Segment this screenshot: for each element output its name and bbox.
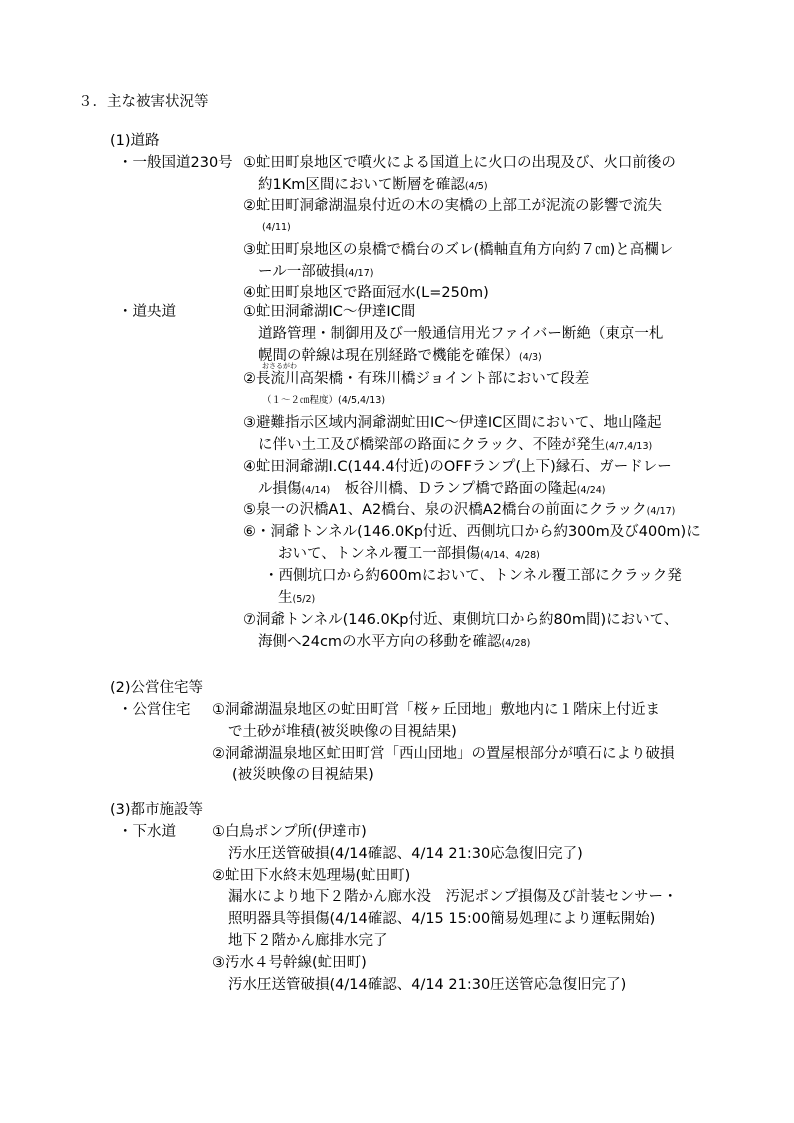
expressway-line: ②長流川高架橋・有珠川橋ジョイント部において段差 — [243, 371, 590, 387]
sewer-label: ・下水道 — [118, 824, 176, 840]
expressway-line: 道路管理・制御用及び一般通信用光ファイバー断絶（東京一札 — [258, 326, 664, 342]
housing-title: (2)公営住宅等 — [110, 680, 204, 696]
urban-title: (3)都市施設等 — [110, 802, 204, 818]
expressway-line: ④虻田洞爺湖I.C(144.4付近)のOFFランプ(上下)縁石、ガードレー — [243, 459, 672, 475]
sewer-line: 汚水圧送管破損(4/14確認、4/14 21:30圧送管応急復旧完了) — [228, 977, 627, 993]
roads-title: (1)道路 — [110, 133, 160, 149]
housing-line: ①洞爺湖温泉地区の虻田町営「桜ヶ丘団地」敷地内に１階床上付近ま — [212, 702, 660, 718]
expressway-line: ・西側坑口から約600mにおいて、トンネル覆工部にクラック発 — [264, 568, 682, 584]
expressway-line: ③避難指示区域内洞爺湖虻田IC～伊達IC区間において、地山隆起 — [243, 415, 662, 431]
expressway-line: ⑤泉一の沢橋A1、A2橋台、泉の沢橋A2橋台の前面にクラック(4/17) — [243, 502, 676, 518]
section-heading: ３．主な被害状況等 — [78, 94, 209, 110]
route230-line: ②虻田町洞爺湖温泉付近の木の実橋の上部工が泥流の影響で流失 — [243, 198, 662, 214]
route230-date: (4/11) — [262, 222, 291, 233]
expressway-line: ⑥・洞爺トンネル(146.0Kp付近、西側坑口から約300m及び400m)に — [243, 524, 701, 540]
expressway-line: 生(5/2) — [278, 590, 316, 606]
route230-line: 約1Km区間において断層を確認(4/5) — [258, 177, 488, 193]
housing-line: (被災映像の目視結果) — [232, 767, 374, 783]
furigana: おさるがわ — [262, 362, 297, 370]
route230-line: ール一部破損(4/17) — [258, 264, 374, 280]
housing-line: で土砂が堆積(被災映像の目視結果) — [228, 724, 457, 740]
sewer-line: 照明器具等損傷(4/14確認、4/15 15:00簡易処理により運転開始) — [228, 911, 656, 927]
expressway-line: 幌間の幹線は現在別経路で機能を確保）(4/3) — [258, 348, 542, 364]
expressway-line: に伴い土工及び橋梁部の路面にクラック、不陸が発生(4/7,4/13) — [258, 437, 653, 453]
expressway-label: ・道央道 — [118, 304, 176, 320]
route230-line: ①虻田町泉地区で噴火による国道上に火口の出現及び、火口前後の — [243, 155, 676, 171]
route230-line: ④虻田町泉地区で路面冠水(L=250m) — [243, 285, 489, 301]
sewer-line: ①白鳥ポンプ所(伊達市) — [212, 824, 367, 840]
expressway-line: おいて、トンネル覆工一部損傷(4/14、4/28) — [278, 546, 540, 562]
expressway-line: ①虻田洞爺湖IC～伊達IC間 — [243, 304, 416, 320]
route230-label: ・一般国道230号 — [118, 155, 233, 171]
expressway-line: ⑦洞爺トンネル(146.0Kp付近、東側坑口から約80m間)において、 — [243, 612, 679, 628]
sewer-line: 地下２階かん廊排水完了 — [228, 933, 388, 949]
housing-line: ②洞爺湖温泉地区虻田町営「西山団地」の置屋根部分が噴石により破損 — [212, 746, 675, 762]
expressway-line: ル損傷(4/14) 板谷川橋、Ｄランプ橋で路面の隆起(4/24) — [258, 481, 606, 497]
sewer-line: ③汚水４号幹線(虻田町) — [212, 955, 367, 971]
expressway-date: （１～２㎝程度）(4/5,4/13) — [262, 395, 386, 406]
sewer-line: 漏水により地下２階かん廊水没 汚泥ポンプ損傷及び計装センサー・ — [228, 889, 678, 905]
sewer-line: ②虻田下水終末処理場(虻田町) — [212, 868, 411, 884]
sewer-line: 汚水圧送管破損(4/14確認、4/14 21:30応急復旧完了) — [228, 846, 583, 862]
expressway-line: 海側へ24cmの水平方向の移動を確認(4/28) — [258, 634, 531, 650]
housing-label: ・公営住宅 — [118, 702, 191, 718]
route230-line: ③虻田町泉地区の泉橋で橋台のズレ(橋軸直角方向約７㎝)と高欄レ — [243, 242, 674, 258]
